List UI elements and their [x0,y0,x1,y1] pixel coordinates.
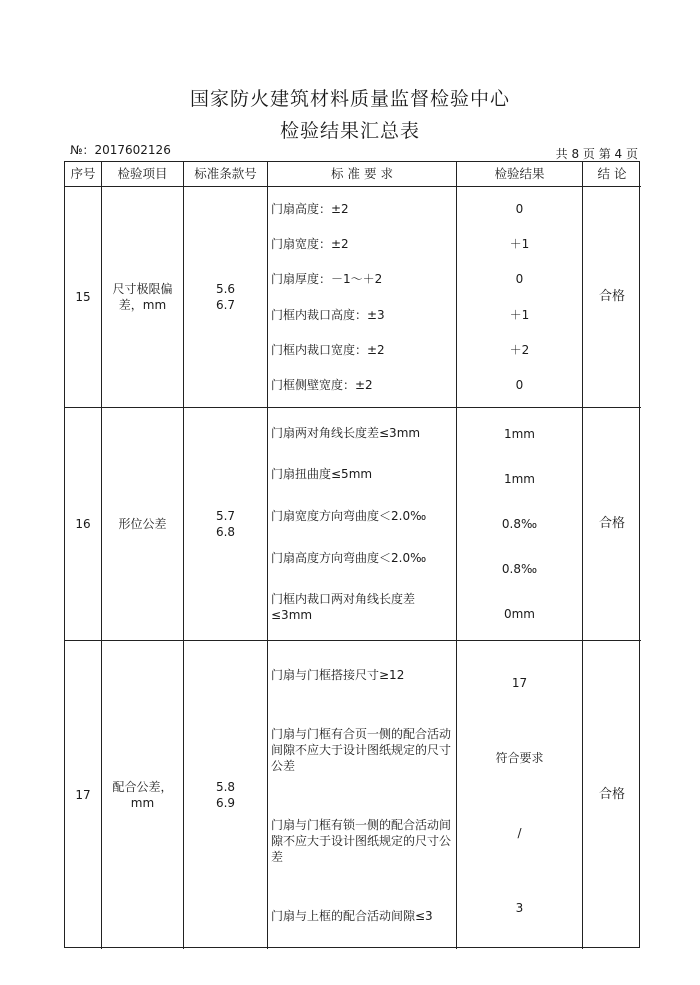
row-15-results [457,187,583,408]
requirement: 门扇高度方向弯曲度＜2.0‰ [271,550,427,565]
requirement: 门框内裁口高度：±3 [271,307,385,322]
row-16-clause-1: 5.7 [215,509,236,523]
row-15-clause-2: 6.7 [215,298,236,312]
row-17-item: 配合公差，mm [102,641,184,949]
result: 0 [515,201,524,216]
row-15-item: 尺寸极限偏差，mm [102,187,184,408]
requirement: 门扇厚度：－1～＋2 [271,272,383,287]
requirement: 门扇扭曲度≤5mm [271,467,373,482]
row-17-clause-2: 6.9 [215,796,236,810]
requirement: 门扇宽度方向弯曲度＜2.0‰ [271,508,427,523]
requirement: 门框内裁口宽度：±2 [271,342,385,357]
result: 符合要求 [495,750,544,765]
column-header-conclusion: 结 论 [583,162,641,187]
row-16-conclusion: 合格 [583,408,641,641]
row-16-results [457,408,583,641]
row-15-conclusion: 合格 [583,187,641,408]
page-info: 共 8 页 第 4 页 [555,147,638,161]
result: ＋1 [509,307,530,322]
result: 0 [515,378,524,393]
row-17-clause-1: 5.8 [215,780,236,794]
row-15-no: 15 [65,187,102,408]
results-table [64,161,640,948]
result: 0.8‰ [501,561,538,576]
requirement: 门扇与门框有合页一侧的配合活动间隙不应大于设计图纸规定的尺寸公差 [271,726,452,773]
row-17-results [457,641,583,949]
requirement: 门扇两对角线长度差≤3mm [271,425,421,440]
column-header-result: 检验结果 [457,162,583,187]
column-header-requirement: 标 准 要 求 [268,162,457,187]
row-15-clause [184,187,268,408]
result: ＋2 [509,342,530,357]
result: 3 [515,900,524,915]
row-17-requirements [268,641,457,949]
report-title: 国家防火建筑材料质量监督检验中心 [189,88,510,110]
row-16-clause-2: 6.8 [215,525,236,539]
result: / [517,825,522,840]
result: 17 [511,675,528,690]
requirement: 门扇与门框有锁一侧的配合活动间隙不应大于设计图纸规定的尺寸公差 [271,817,452,864]
result: ＋1 [509,236,530,251]
row-16-requirements [268,408,457,641]
result: 0mm [503,606,535,621]
report-number: №：2017602126 [70,143,171,157]
requirement: 门扇与上框的配合活动间隙≤3 [271,908,433,923]
result: 1mm [503,427,535,442]
row-17-conclusion: 合格 [598,787,625,802]
result: 0 [515,272,524,287]
requirement: 门扇高度：±2 [271,201,349,216]
row-17-clause [184,641,268,949]
row-16-no: 16 [65,408,102,641]
report-subtitle: 检验结果汇总表 [279,120,420,142]
requirement: 门扇与门框搭接尺寸≥12 [271,667,405,682]
requirement: 门扇宽度：±2 [271,236,349,251]
result: 0.8‰ [501,516,538,531]
requirement: 门框内裁口两对角线长度差≤3mm [271,592,416,623]
column-header-item: 检验项目 [102,162,184,187]
row-15-requirements [268,187,457,408]
row-17-no: 17 [65,641,102,949]
row-16-clause [184,408,268,641]
column-header-clause: 标准条款号 [184,162,268,187]
requirement: 门框侧壁宽度：±2 [271,378,373,393]
result: 1mm [503,472,535,487]
column-header-no: 序号 [65,162,102,187]
row-15-clause-1: 5.6 [215,282,236,296]
row-16-item: 形位公差 [102,408,184,641]
